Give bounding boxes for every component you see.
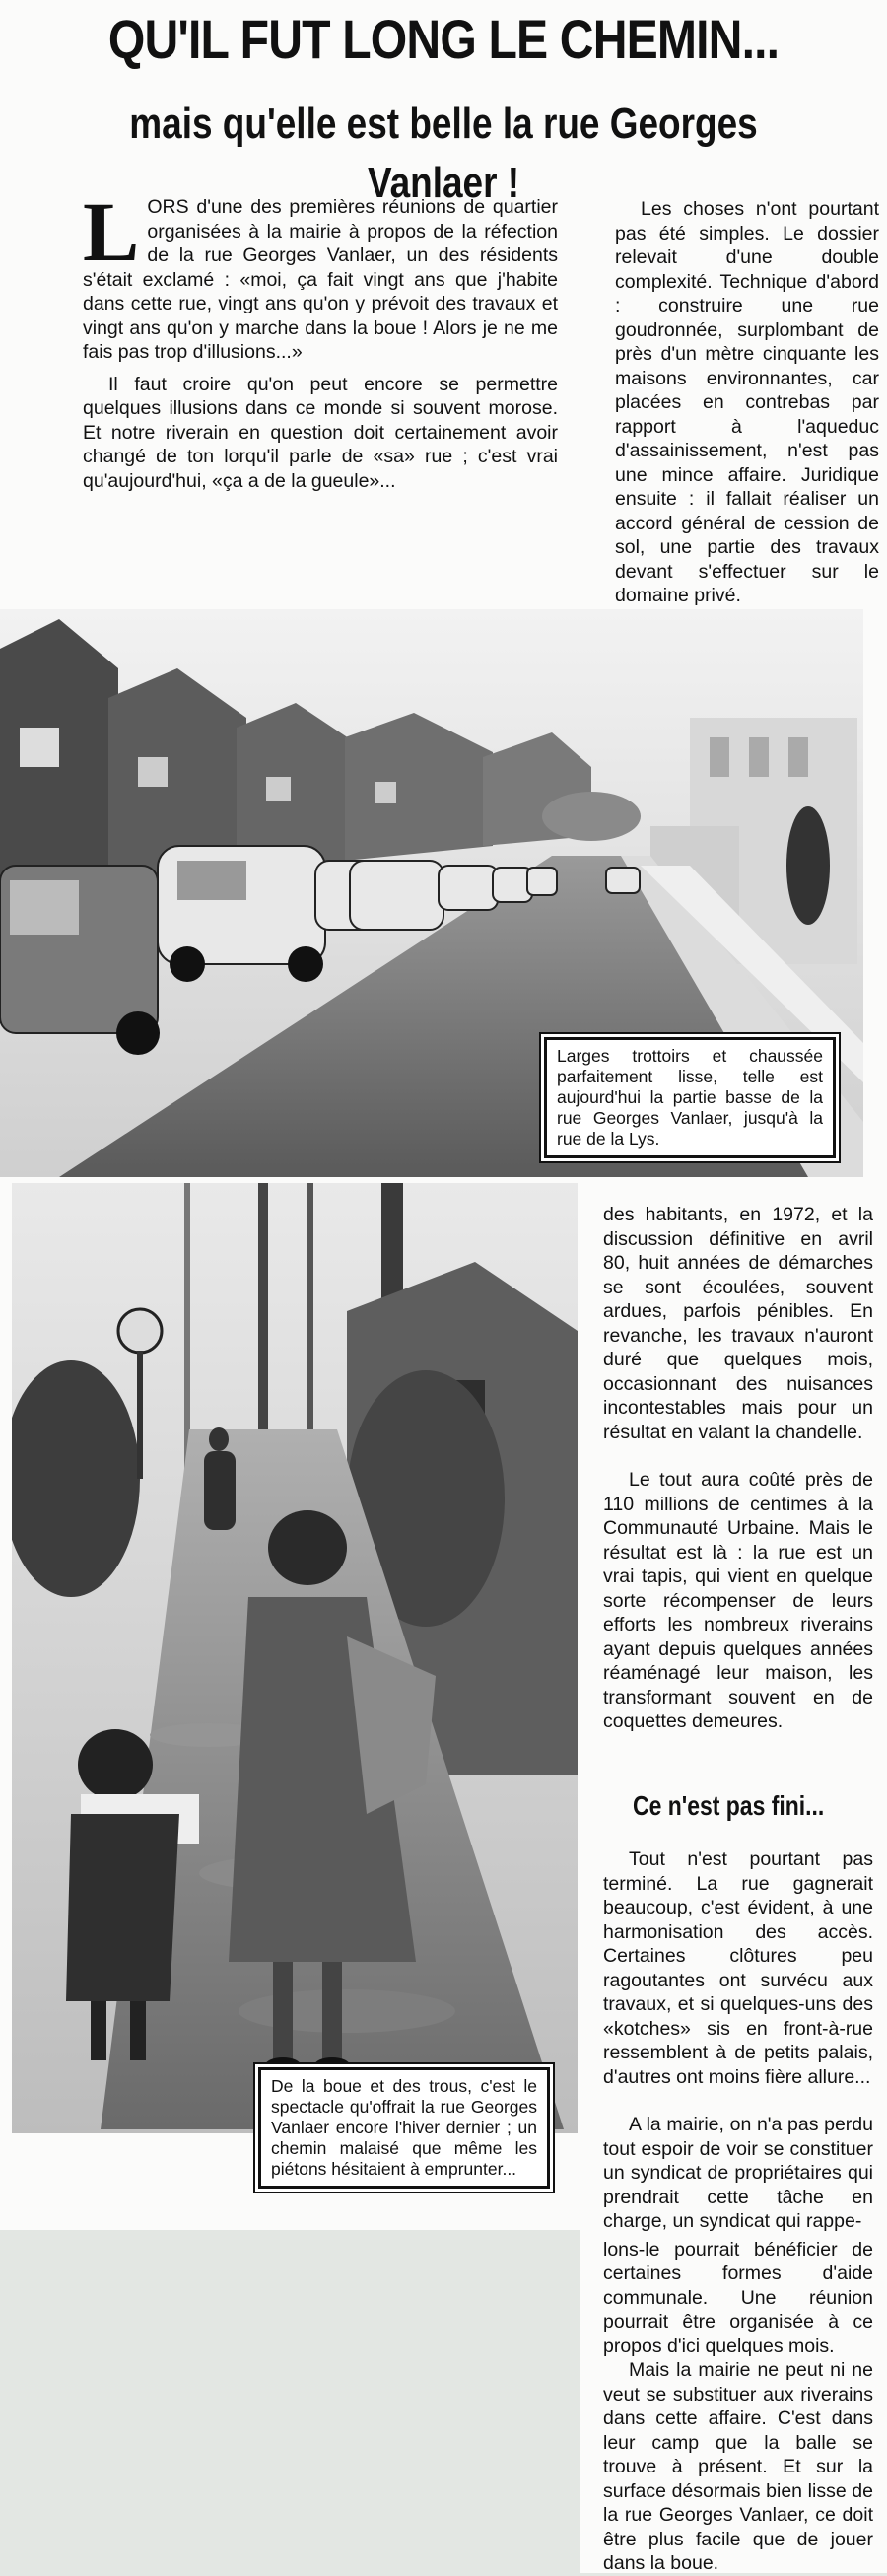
col3-paragraph-6: Mais la mairie ne peut ni ne veut se substituer aux riverains dans cette affaire. C'est dans leur camp que la balle se trouve à présent. Et sur la surface désormais bien lisse de la rue Georges Vanlaer, ce doit être plus facile que de jouer dans la boue. [603, 2359, 873, 2574]
mud-path-photo [12, 1183, 578, 2133]
right-column [615, 197, 879, 638]
mud-path-photo-image [12, 1183, 578, 2133]
mud-path-photo-caption: De la boue et des trous, c'est le spectacle qu'offrait la rue Georges Vanlaer encore l'hiver dernier ; un chemin malaisé que même les piétons hésitaient à emprunter... [258, 2067, 550, 2189]
col3-paragraph-2: Le tout aura coûté près de 110 millions de centimes à la Communauté Urbaine. Mais le résultat est là : la rue est un vrai tapis, qui vient en quelque sorte récompenser de leurs efforts les nombreux riverains ayant depuis quelques années réaménagé leur maison, les transformant souvent en de coquettes demeures. [603, 1469, 873, 1732]
street-photo-caption: Larges trottoirs et chaussée parfaitement lisse, telle est aujourd'hui la partie basse de la rue Georges Vanlaer, jusqu'à la rue de la Lys. [544, 1037, 836, 1158]
drop-cap: L [83, 184, 140, 279]
col3-paragraph-1: des habitants, en 1972, et la discussion définitive en avril 80, huit années de démarches se sont écoulées, souvent ardues, parfois pénibles. En revanche, les travaux n'auront duré que quelques mois, occasionnant des nuisances incontestables mais pour un résultat en valant la chandelle. [603, 1204, 873, 1443]
col3-paragraph-3: Tout n'est pourtant pas terminé. La rue gagnerait beaucoup, c'est évident, à une harmonisation des accès. Certaines clôtures peu ragoutantes ont survécu aux travaux, et si quelques-uns des «kotches» sis en front-à-rue ressemblent à de petits palais, d'autres ont moins fière allure... [603, 1848, 873, 2088]
lower-right-column-2 [603, 1847, 873, 2576]
lower-right-column [603, 1203, 873, 1734]
subheadline: mais qu'elle est belle la rue Georges Vanlaer ! [129, 100, 758, 207]
intro-paragraph-1: LORS d'une des premières réunions de quartier organisées à la mairie à propos de la réfection de la rue Georges Vanlaer, un des résidents s'était exclamé : «moi, ça fait vingt ans que j'habite dans cette rue, vingt ans qu'on y prévoit des travaux et vingt ans qu'on y marche dans la boue ! Alors je ne me fais pas trop d'illusions...» [83, 184, 558, 363]
headline: QU'IL FUT LONG LE CHEMIN... [107, 8, 780, 70]
intro-paragraph-2: Il faut croire qu'on peut encore se permettre quelques illusions dans ce monde si souvent morose. Et notre riverain en question doit certainement avoir changé de ton lorqu'il parle de «sa» rue ; c'est vrai qu'aujourd'hui, «ça a de la gueule»... [83, 373, 558, 492]
col3-paragraph-4: A la mairie, on n'a pas perdu tout espoir de voir se constituer un syndicat de propriétaires qui prendrait cette tâche en charge, un syndicat qui rappe- [603, 2114, 873, 2232]
section-subhead: Ce n'est pas fini... [633, 1790, 825, 1821]
right-paragraph-1: Les choses n'ont pourtant pas été simples. Le dossier relevait d'une double complexité. Technique d'abord : construire une rue goudronnée, surplombant de près d'un mètre cinquante les maisons environnantes, car placées en contrebas par rapport à l'aqueduc d'assainissement, n'est pas une mince affaire. Juridique ensuite : il fallait réaliser un accord général de cession de sol, une partie des travaux devant s'effectuer sur le domaine privé. [615, 198, 879, 606]
intro-column [83, 184, 558, 493]
col3-paragraph-5: lons-le pourrait bénéficier de certaines formes d'aide communale. Une réunion pourrait être organisée à ce propos d'ici quelques mois. [603, 2238, 873, 2357]
